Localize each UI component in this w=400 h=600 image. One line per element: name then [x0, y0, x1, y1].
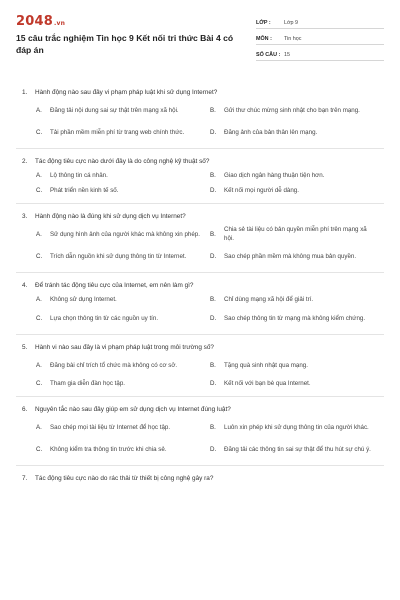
option-text: Trích dẫn nguồn khi sử dụng thông tin từ Internet. — [50, 252, 187, 260]
answer-option[interactable] — [36, 171, 200, 180]
answer-option[interactable] — [210, 252, 374, 261]
option-letter: C. — [36, 187, 43, 194]
answer-option[interactable] — [36, 314, 200, 323]
option-text: Gửi thư chúc mừng sinh nhật cho bạn trên mạng. — [224, 106, 360, 114]
option-letter: B. — [210, 361, 216, 369]
answer-option[interactable] — [36, 379, 200, 388]
option-letter: C. — [36, 445, 43, 453]
answer-option[interactable] — [36, 230, 200, 239]
meta-value: 15 — [284, 52, 290, 58]
answer-option[interactable] — [210, 379, 374, 388]
option-text: Kết nối với bạn bè qua Internet. — [224, 380, 311, 387]
option-letter: A. — [36, 296, 42, 303]
question-text: Nguyên tắc nào sau đây giúp em sử dụng dịch vụ Internet đúng luật? — [35, 406, 231, 413]
answer-option[interactable] — [210, 171, 374, 180]
question-divider — [16, 334, 384, 335]
options-row — [36, 354, 384, 376]
option-text: Sao chép mọi tài liệu từ Internet để học tập. — [50, 423, 171, 431]
question-number: 7. — [22, 475, 28, 482]
header — [16, 14, 384, 80]
meta-box — [256, 16, 384, 64]
answer-option[interactable] — [210, 186, 374, 195]
meta-value: Lớp 9 — [284, 20, 299, 26]
question-text-row — [22, 155, 384, 168]
option-letter: A. — [36, 423, 42, 431]
question-text-row — [22, 210, 384, 223]
option-letter: A. — [36, 230, 42, 238]
header-left — [16, 14, 246, 56]
option-text: Không sử dụng Internet. — [50, 296, 117, 303]
options-grid — [36, 416, 384, 460]
answer-option[interactable] — [36, 106, 200, 115]
question-number: 6. — [22, 406, 28, 413]
question-text: Tác động tiêu cực nào dưới đây là do công nghệ kỹ thuật số? — [35, 158, 210, 165]
question-text-row — [22, 86, 384, 99]
option-letter: A. — [36, 172, 42, 179]
option-text: Tặng quà sinh nhật qua mạng. — [224, 361, 308, 369]
answer-option[interactable] — [36, 252, 200, 261]
option-letter: B. — [210, 296, 216, 303]
option-text: Lộ thông tin cá nhân. — [50, 172, 108, 179]
question-text: Hành động nào sau đây vi phạm pháp luật khi sử dụng Internet? — [35, 89, 218, 96]
option-text: Sử dụng hình ảnh của người khác mà không xin phép. — [50, 230, 200, 238]
question-item — [16, 341, 384, 397]
option-letter: D. — [210, 314, 217, 322]
option-letter: C. — [36, 314, 43, 322]
meta-value: Tin học — [284, 36, 302, 42]
question-item — [16, 86, 384, 149]
meta-row-grade — [256, 16, 384, 29]
option-letter: C. — [36, 128, 43, 136]
options-row — [36, 307, 384, 329]
question-item — [16, 279, 384, 335]
meta-label: LỚP : — [256, 20, 271, 26]
question-item — [16, 210, 384, 273]
question-divider — [16, 396, 384, 397]
question-divider — [16, 465, 384, 466]
question-item — [16, 403, 384, 466]
options-row — [36, 121, 384, 143]
option-letter: D. — [210, 380, 217, 387]
option-text: Kết nối mọi người dễ dàng. — [224, 187, 299, 194]
question-number: 5. — [22, 344, 28, 351]
question-text: Để tránh tác động tiêu cực của Internet, em nên làm gì? — [35, 282, 194, 289]
question-text-row — [22, 279, 384, 292]
question-divider — [16, 203, 384, 204]
options-grid — [36, 99, 384, 143]
meta-label: MÔN : — [256, 36, 272, 42]
options-grid — [36, 168, 384, 198]
question-number: 2. — [22, 158, 28, 165]
options-row — [36, 223, 384, 245]
answer-option[interactable] — [210, 106, 374, 115]
answer-option[interactable] — [36, 423, 200, 432]
option-letter: C. — [36, 252, 43, 260]
question-text: Tác động tiêu cực nào do rác thải từ thiết bị công nghệ gây ra? — [35, 475, 214, 482]
meta-label: SỐ CÂU : — [256, 52, 281, 58]
option-text: Đăng ảnh của bản thân lên mạng. — [224, 128, 318, 136]
options-row — [36, 438, 384, 460]
option-letter: C. — [36, 380, 43, 387]
answer-option[interactable] — [210, 314, 374, 323]
option-letter: D. — [210, 445, 217, 453]
logo-text: 2048 — [16, 14, 53, 29]
options-row — [36, 416, 384, 438]
answer-option[interactable] — [36, 295, 200, 304]
site-logo[interactable] — [16, 14, 246, 29]
options-row — [36, 168, 384, 183]
question-text-row — [22, 341, 384, 354]
answer-option[interactable] — [36, 128, 200, 137]
options-grid — [36, 354, 384, 391]
option-text: Phát triển nền kinh tế số. — [50, 187, 119, 194]
option-text: Lựa chọn thông tin từ các nguồn uy tín. — [50, 314, 159, 322]
option-text: Chỉ dùng mạng xã hội để giải trí. — [224, 296, 314, 303]
option-text: Luôn xin phép khi sử dụng thông tin của người khác. — [224, 423, 369, 431]
logo-suffix: .vn — [53, 20, 66, 27]
option-text: Tải phần mềm miễn phí từ trang web chính thức. — [50, 128, 185, 136]
question-text: Hành vi nào sau đây là vi phạm pháp luật trong môi trường số? — [35, 344, 214, 351]
option-text: Đăng bài chỉ trích tổ chức mà không có cơ sở. — [50, 361, 178, 369]
option-text: Đăng tải nội dung sai sự thật trên mạng xã hội. — [50, 106, 179, 114]
option-letter: B. — [210, 230, 216, 238]
question-list — [16, 86, 384, 485]
question-number: 3. — [22, 213, 28, 220]
options-row — [36, 292, 384, 307]
answer-option[interactable] — [210, 361, 374, 370]
option-text: Không kiểm tra thông tin trước khi chia sẻ. — [50, 445, 167, 453]
options-row — [36, 99, 384, 121]
answer-option[interactable] — [36, 361, 200, 370]
option-text: Giao dịch ngân hàng thuận tiện hơn. — [224, 172, 325, 179]
option-letter: D. — [210, 187, 217, 194]
question-text-row — [22, 472, 384, 485]
answer-option[interactable] — [210, 128, 374, 137]
question-number: 4. — [22, 282, 28, 289]
option-letter: D. — [210, 128, 217, 136]
option-text: Tham gia diễn đàn học tập. — [50, 380, 125, 387]
question-text-row — [22, 403, 384, 416]
option-text: Sao chép thông tin từ mạng mà không kiểm chứng. — [224, 314, 366, 322]
option-letter: D. — [210, 252, 217, 260]
question-divider — [16, 148, 384, 149]
answer-option[interactable] — [210, 445, 374, 454]
answer-option[interactable] — [36, 445, 200, 454]
answer-option[interactable] — [210, 423, 374, 432]
answer-option[interactable] — [210, 295, 374, 304]
option-letter: B. — [210, 423, 216, 431]
options-row — [36, 183, 384, 198]
meta-row-subject — [256, 32, 384, 45]
question-divider — [16, 272, 384, 273]
options-grid — [36, 223, 384, 267]
option-text: Sao chép phần mềm mà không mua bản quyền. — [224, 252, 357, 260]
options-row — [36, 245, 384, 267]
option-letter: B. — [210, 106, 216, 114]
options-row — [36, 376, 384, 391]
answer-option[interactable] — [210, 225, 374, 243]
question-item — [16, 155, 384, 204]
question-text: Hành động nào là đúng khi sử dụng dịch vụ Internet? — [35, 213, 186, 220]
answer-option[interactable] — [36, 186, 200, 195]
option-letter: B. — [210, 172, 216, 179]
question-item — [16, 472, 384, 485]
option-text: Đăng tải các thông tin sai sự thật để thu hút sự chú ý. — [224, 445, 371, 453]
options-grid — [36, 292, 384, 329]
meta-row-count — [256, 48, 384, 61]
question-number: 1. — [22, 89, 28, 96]
option-letter: A. — [36, 361, 42, 369]
page-title: 15 câu trắc nghiệm Tin học 9 Kết nối tri thức Bài 4 có đáp án — [16, 33, 234, 55]
option-text: Chia sẻ tài liệu có bản quyền miễn phí trên mạng xã hội. — [224, 226, 367, 242]
option-letter: A. — [36, 106, 42, 114]
